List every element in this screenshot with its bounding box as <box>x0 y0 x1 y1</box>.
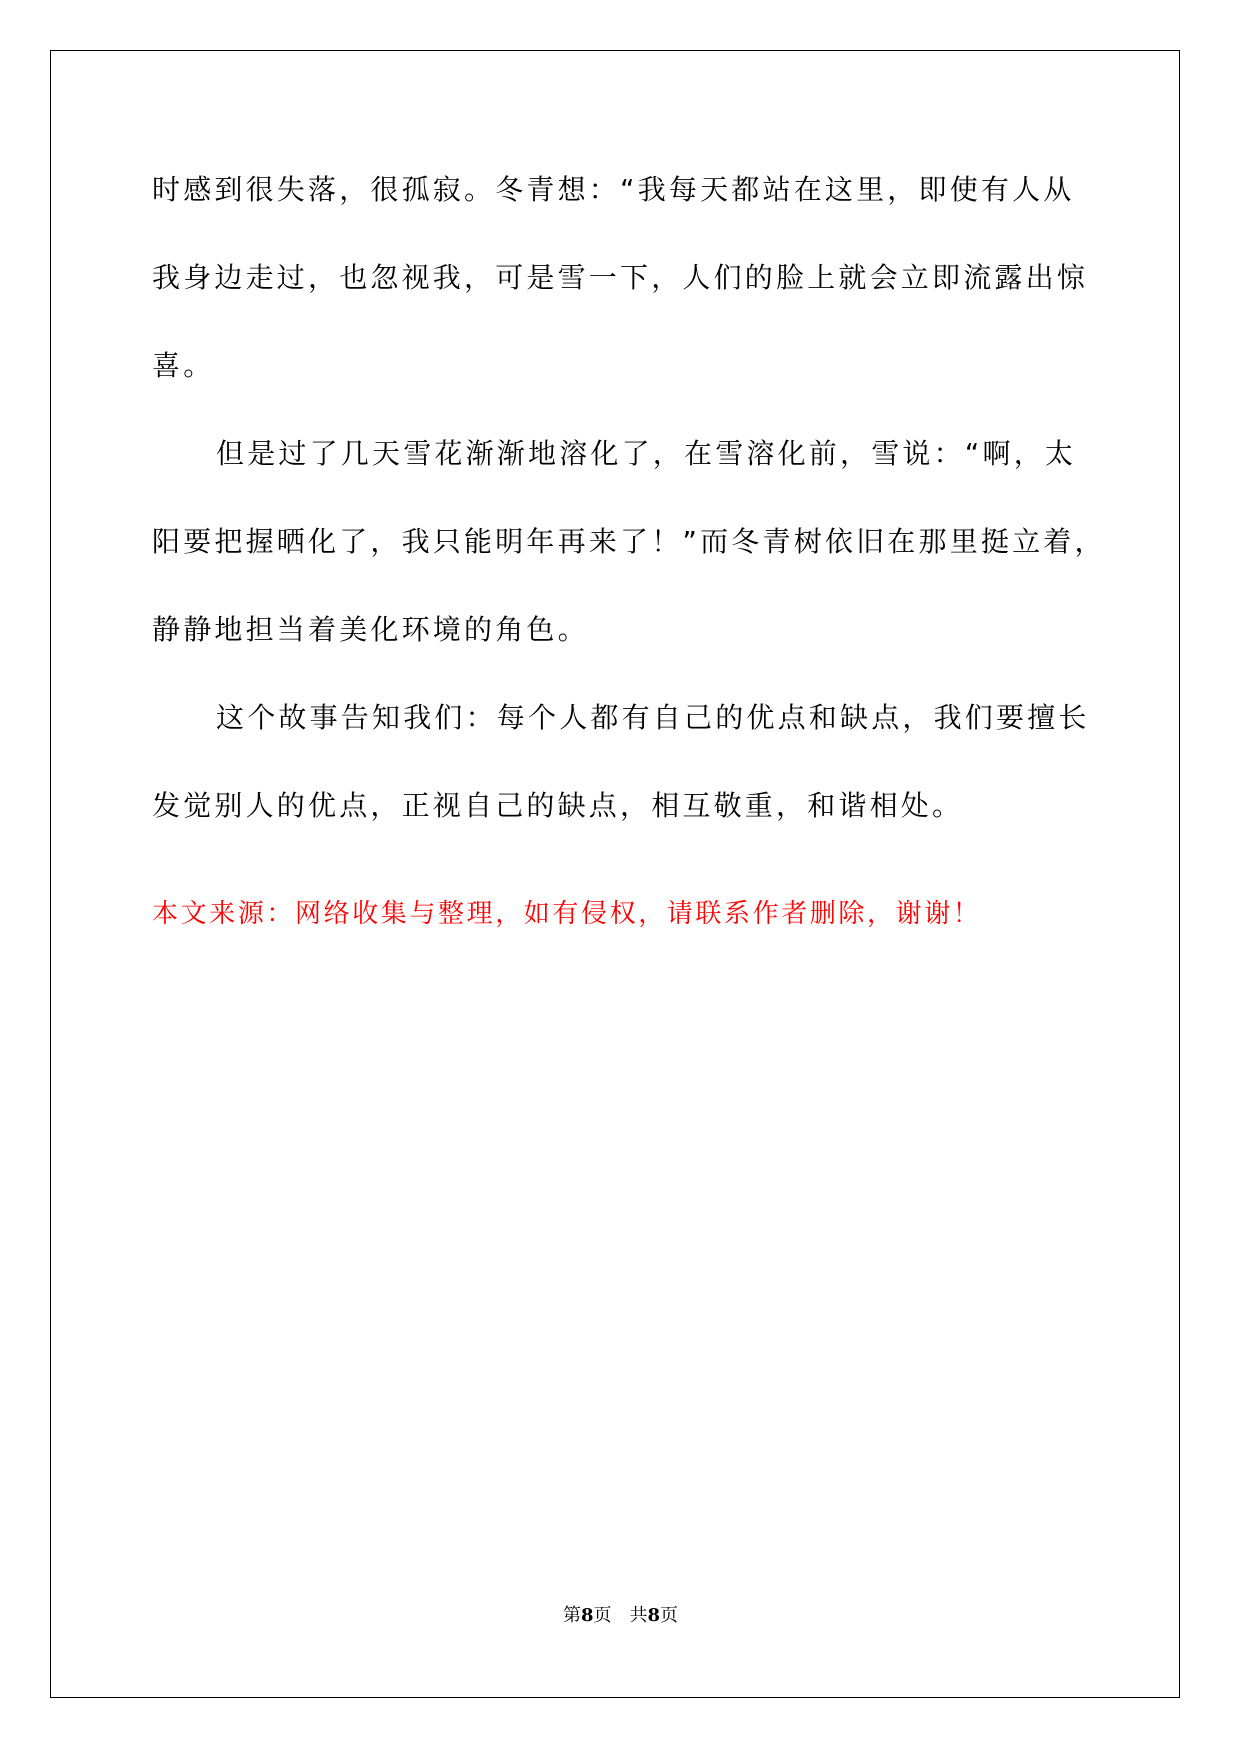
paragraph-line: 我身边走过，也忽视我，可是雪一下，人们的脸上就会立即流露出惊 <box>152 261 1089 294</box>
paragraph-first-line: 这个故事告知我们：每个人都有自己的优点和缺点，我们要擅长 <box>216 701 1090 734</box>
page-prefix: 第 <box>562 1605 581 1626</box>
total-prefix: 共 <box>629 1605 648 1626</box>
page-footer <box>0 1604 1241 1628</box>
total-suffix: 页 <box>660 1605 679 1626</box>
paragraph-first-line: 但是过了几天雪花渐渐地溶化了，在雪溶化前，雪说：“啊，太 <box>216 437 1077 470</box>
page-number: 8 <box>580 1605 594 1626</box>
source-note: 本文来源：网络收集与整理，如有侵权，请联系作者删除，谢谢！ <box>152 899 982 929</box>
page-suffix: 页 <box>593 1605 612 1626</box>
paragraph-line: 阳要把握晒化了，我只能明年再来了！”而冬青树依旧在那里挺立着， <box>152 525 1106 558</box>
document-body <box>152 158 1112 862</box>
total-pages: 8 <box>647 1605 661 1626</box>
paragraph-line: 发觉别人的优点，正视自己的缺点，相互敬重，和谐相处。 <box>152 789 964 822</box>
paragraph-line: 喜。 <box>152 349 215 382</box>
paragraph-line: 静静地担当着美化环境的角色。 <box>152 613 589 646</box>
paragraph-line: 时感到很失落，很孤寂。冬青想：“我每天都站在这里，即使有人从 <box>152 173 1075 206</box>
